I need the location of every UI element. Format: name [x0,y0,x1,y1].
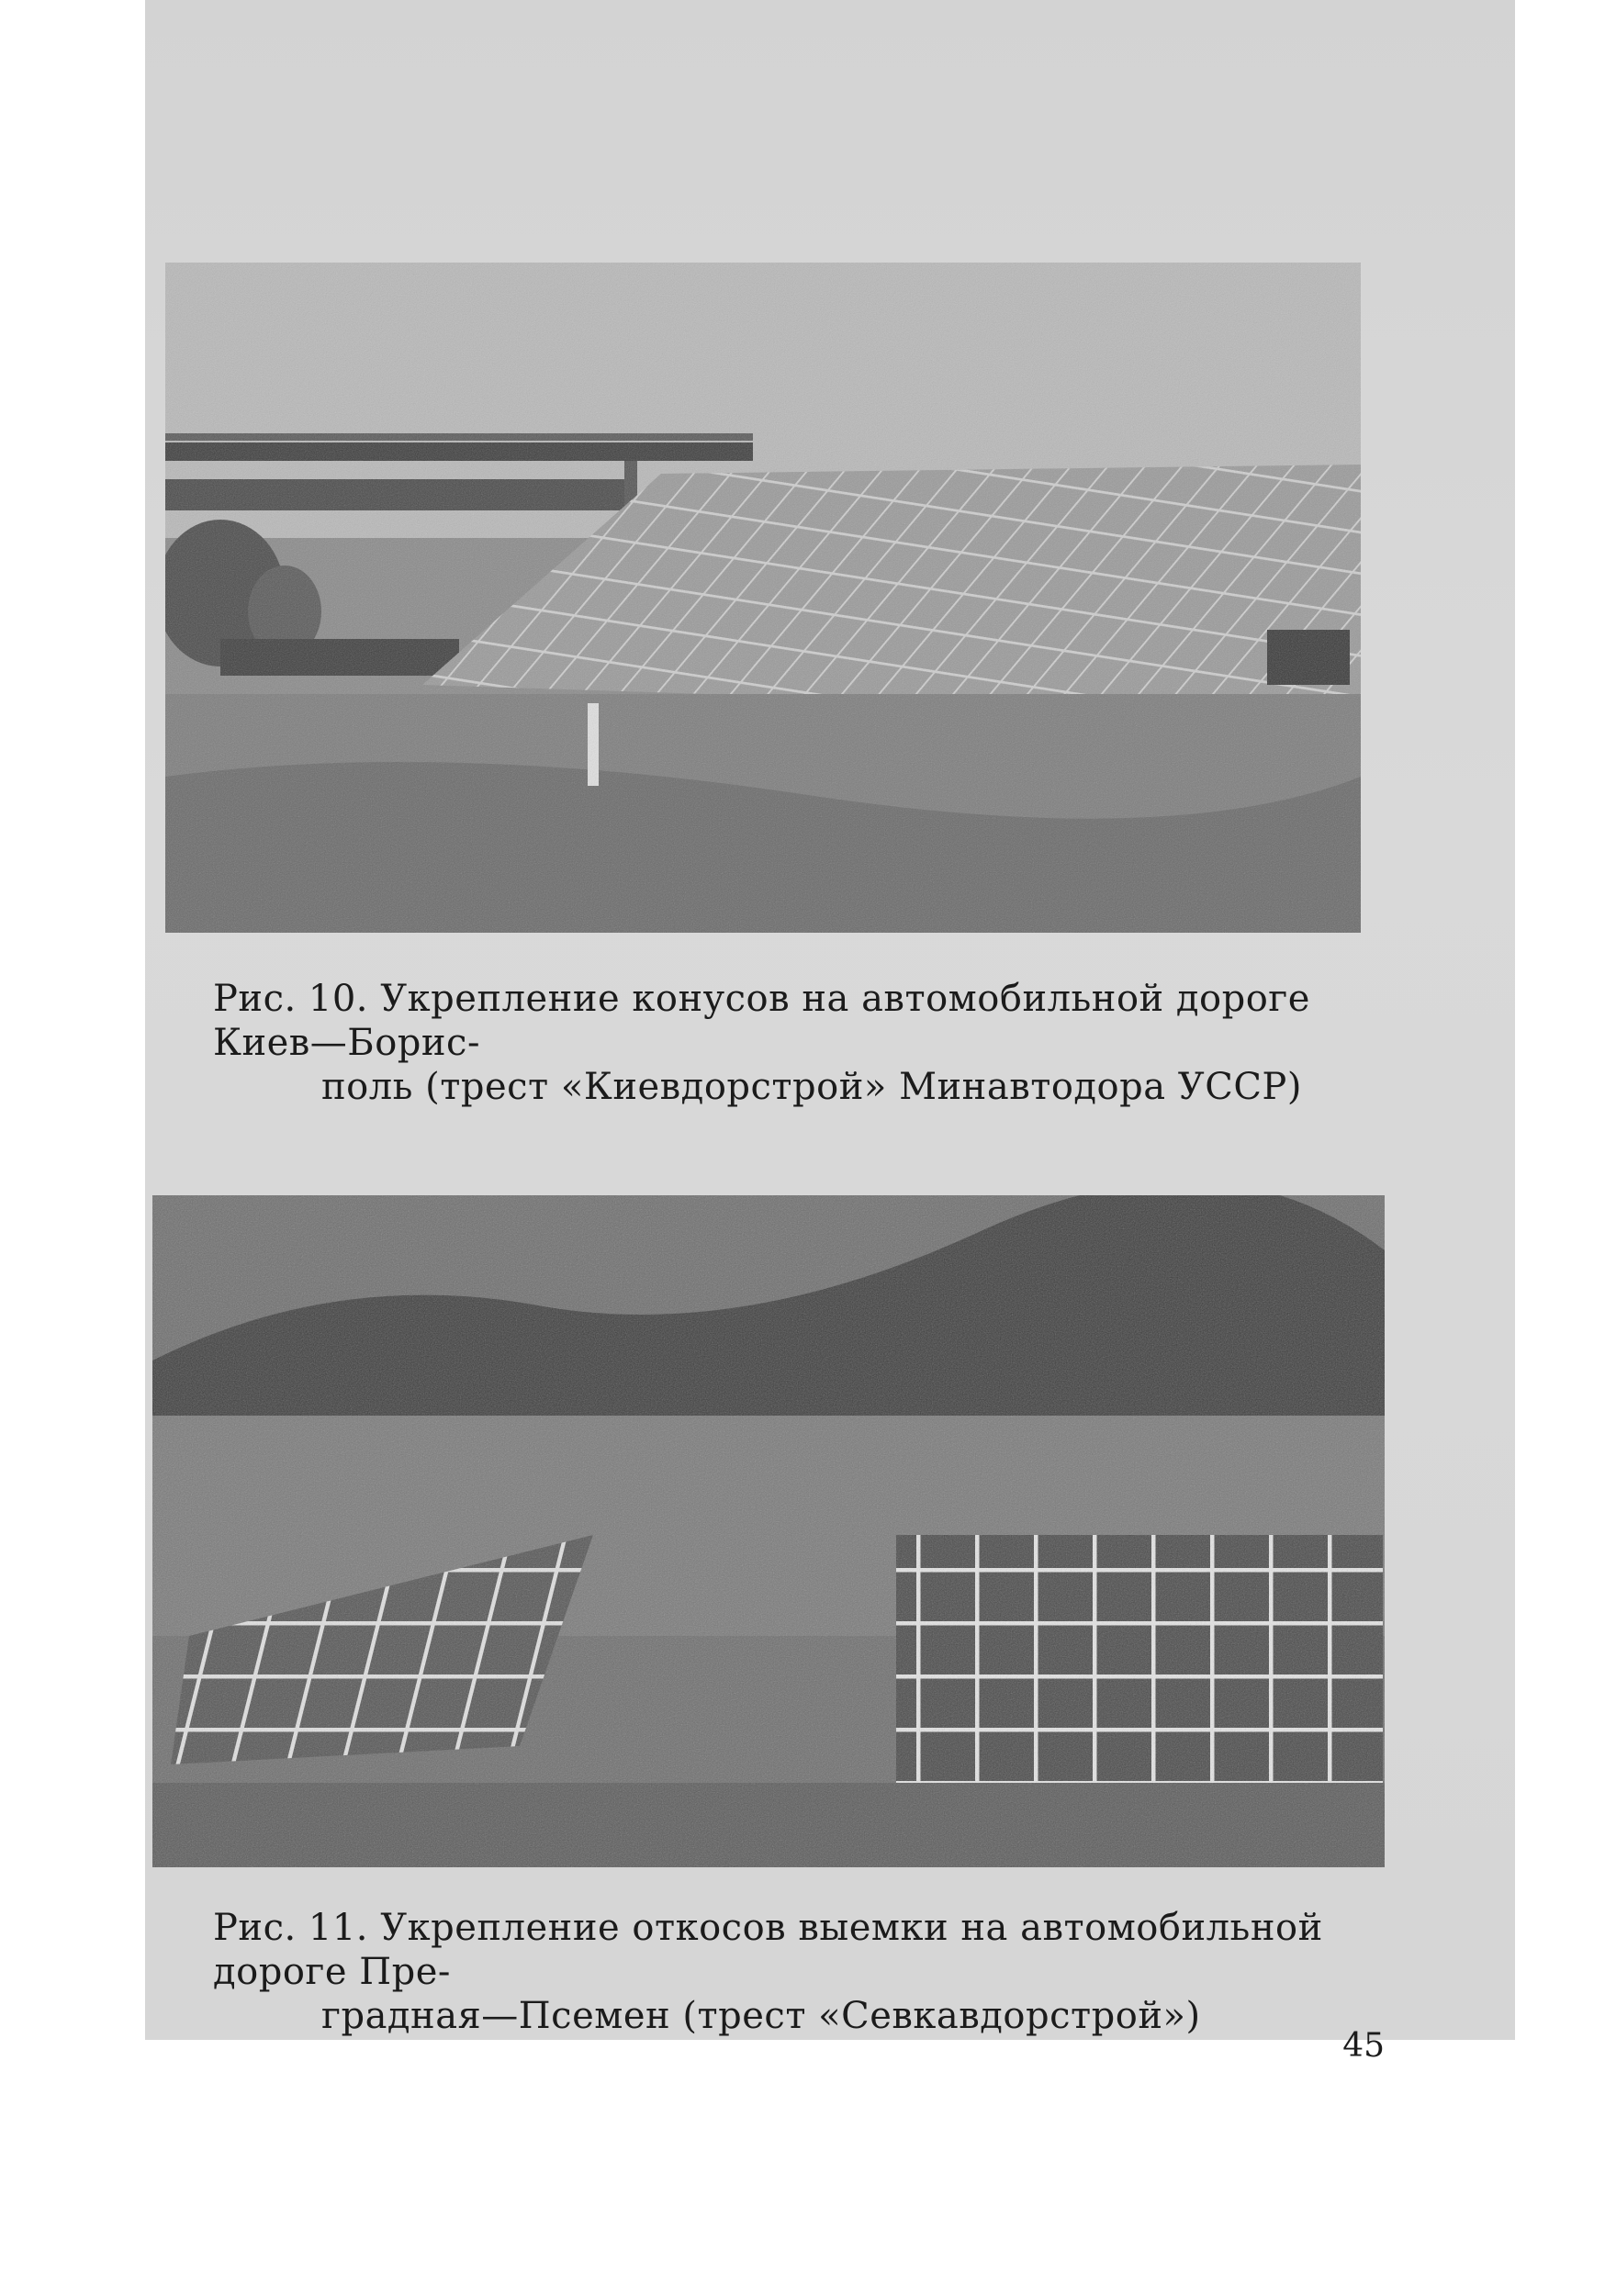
figure-11-caption-line-1: Рис. 11. Укрепление откосов выемки на автомобильной дороге Пре- [213,1907,1323,1993]
figure-11-illustration [152,1195,1385,1867]
figure-10-caption [213,977,1370,1109]
figure-11-caption-line-2: градная—Псемен (трест «Севкавдорстрой») [321,1995,1201,2037]
figure-10-illustration [165,263,1361,933]
page-number: 45 [1342,2027,1385,2065]
figure-11-photo [152,1195,1385,1867]
figure-10-caption-line-2: поль (трест «Киевдорстрой» Минавтодора УССР) [321,1066,1302,1108]
figure-10-photo [165,263,1361,933]
figure-11-caption [213,1906,1370,2038]
figure-10-caption-line-1: Рис. 10. Укрепление конусов на автомобильной дороге Киев—Борис- [213,978,1310,1064]
